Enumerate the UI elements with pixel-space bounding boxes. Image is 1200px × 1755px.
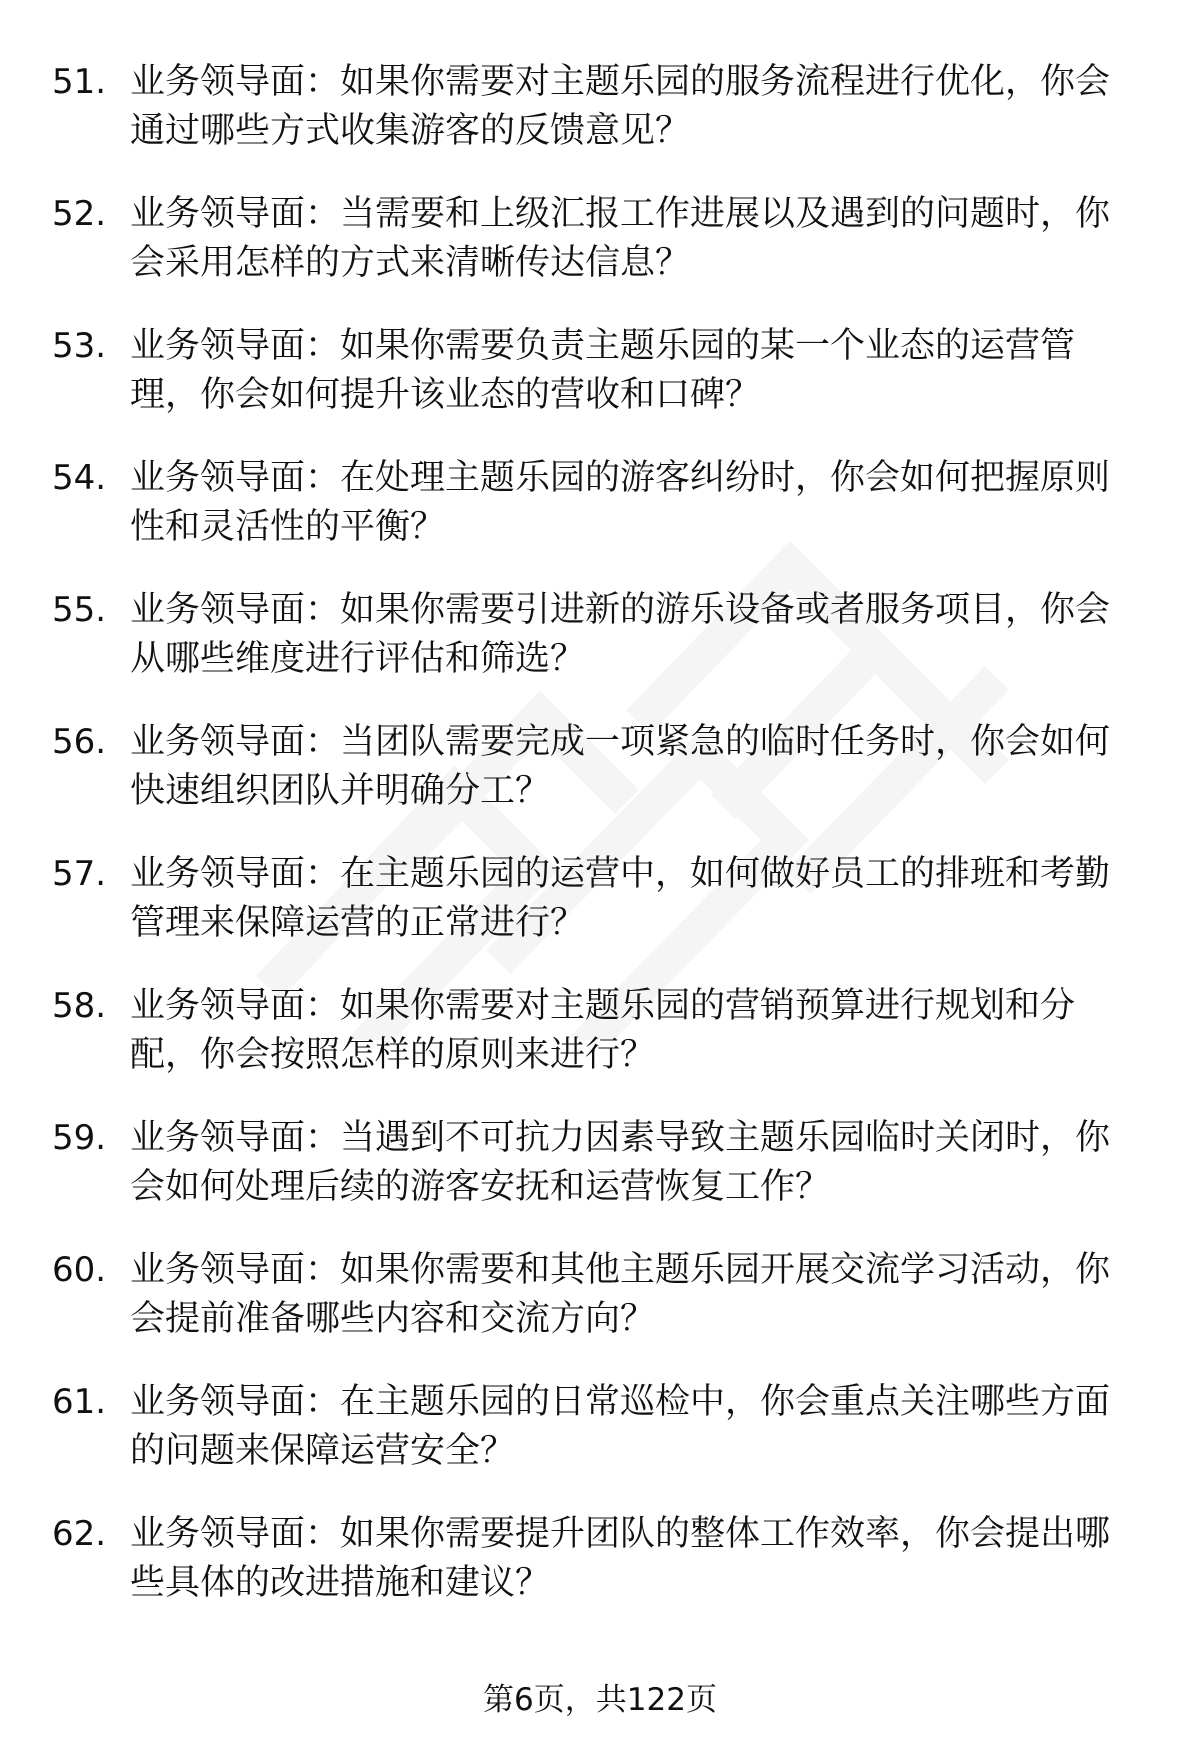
question-text: 业务领导面：当遇到不可抗力因素导致主题乐园临时关闭时，你会如何处理后续的游客安抚和运营恢复工作？ [130,1118,1111,1207]
question-text: 业务领导面：在主题乐园的运营中，如何做好员工的排班和考勤管理来保障运营的正常进行？ [130,854,1111,943]
question-item-57 [52,850,1152,982]
question-item-56 [52,718,1152,850]
question-text: 业务领导面：如果你需要负责主题乐园的某一个业态的运营管理，你会如何提升该业态的营收和口碑？ [130,326,1076,415]
question-number: 55. [52,590,107,630]
question-item-62 [52,1510,1152,1642]
question-number: 62. [52,1514,107,1554]
question-item-52 [52,190,1152,322]
question-text: 业务领导面：如果你需要对主题乐园的服务流程进行优化，你会通过哪些方式收集游客的反馈意见？ [130,62,1111,151]
question-item-53 [52,322,1152,454]
question-text: 业务领导面：如果你需要提升团队的整体工作效率，你会提出哪些具体的改进措施和建议？ [130,1514,1111,1603]
question-number: 54. [52,458,107,498]
question-item-55 [52,586,1152,718]
question-number: 58. [52,986,107,1026]
question-item-58 [52,982,1152,1114]
question-number: 57. [52,854,107,894]
question-text: 业务领导面：如果你需要引进新的游乐设备或者服务项目，你会从哪些维度进行评估和筛选？ [130,590,1111,679]
question-text: 业务领导面：如果你需要和其他主题乐园开展交流学习活动，你会提前准备哪些内容和交流方向？ [130,1250,1111,1339]
question-text: 业务领导面：当团队需要完成一项紧急的临时任务时，你会如何快速组织团队并明确分工？ [130,722,1111,811]
question-number: 60. [52,1250,107,1290]
question-text: 业务领导面：在主题乐园的日常巡检中，你会重点关注哪些方面的问题来保障运营安全？ [130,1382,1111,1471]
question-number: 52. [52,194,107,234]
question-number: 51. [52,62,107,102]
question-number: 61. [52,1382,107,1422]
question-item-54 [52,454,1152,586]
question-item-51 [52,58,1152,190]
question-item-59 [52,1114,1152,1246]
question-list [52,58,1152,1642]
question-number: 59. [52,1118,107,1158]
question-number: 56. [52,722,107,762]
question-number: 53. [52,326,107,366]
question-item-61 [52,1378,1152,1510]
page-footer: 第6页，共122页 [483,1682,717,1718]
question-text: 业务领导面：如果你需要对主题乐园的营销预算进行规划和分配，你会按照怎样的原则来进行？ [130,986,1076,1075]
question-item-60 [52,1246,1152,1378]
question-text: 业务领导面：当需要和上级汇报工作进展以及遇到的问题时，你会采用怎样的方式来清晰传达信息？ [130,194,1111,283]
question-text: 业务领导面：在处理主题乐园的游客纠纷时，你会如何把握原则性和灵活性的平衡？ [130,458,1111,547]
